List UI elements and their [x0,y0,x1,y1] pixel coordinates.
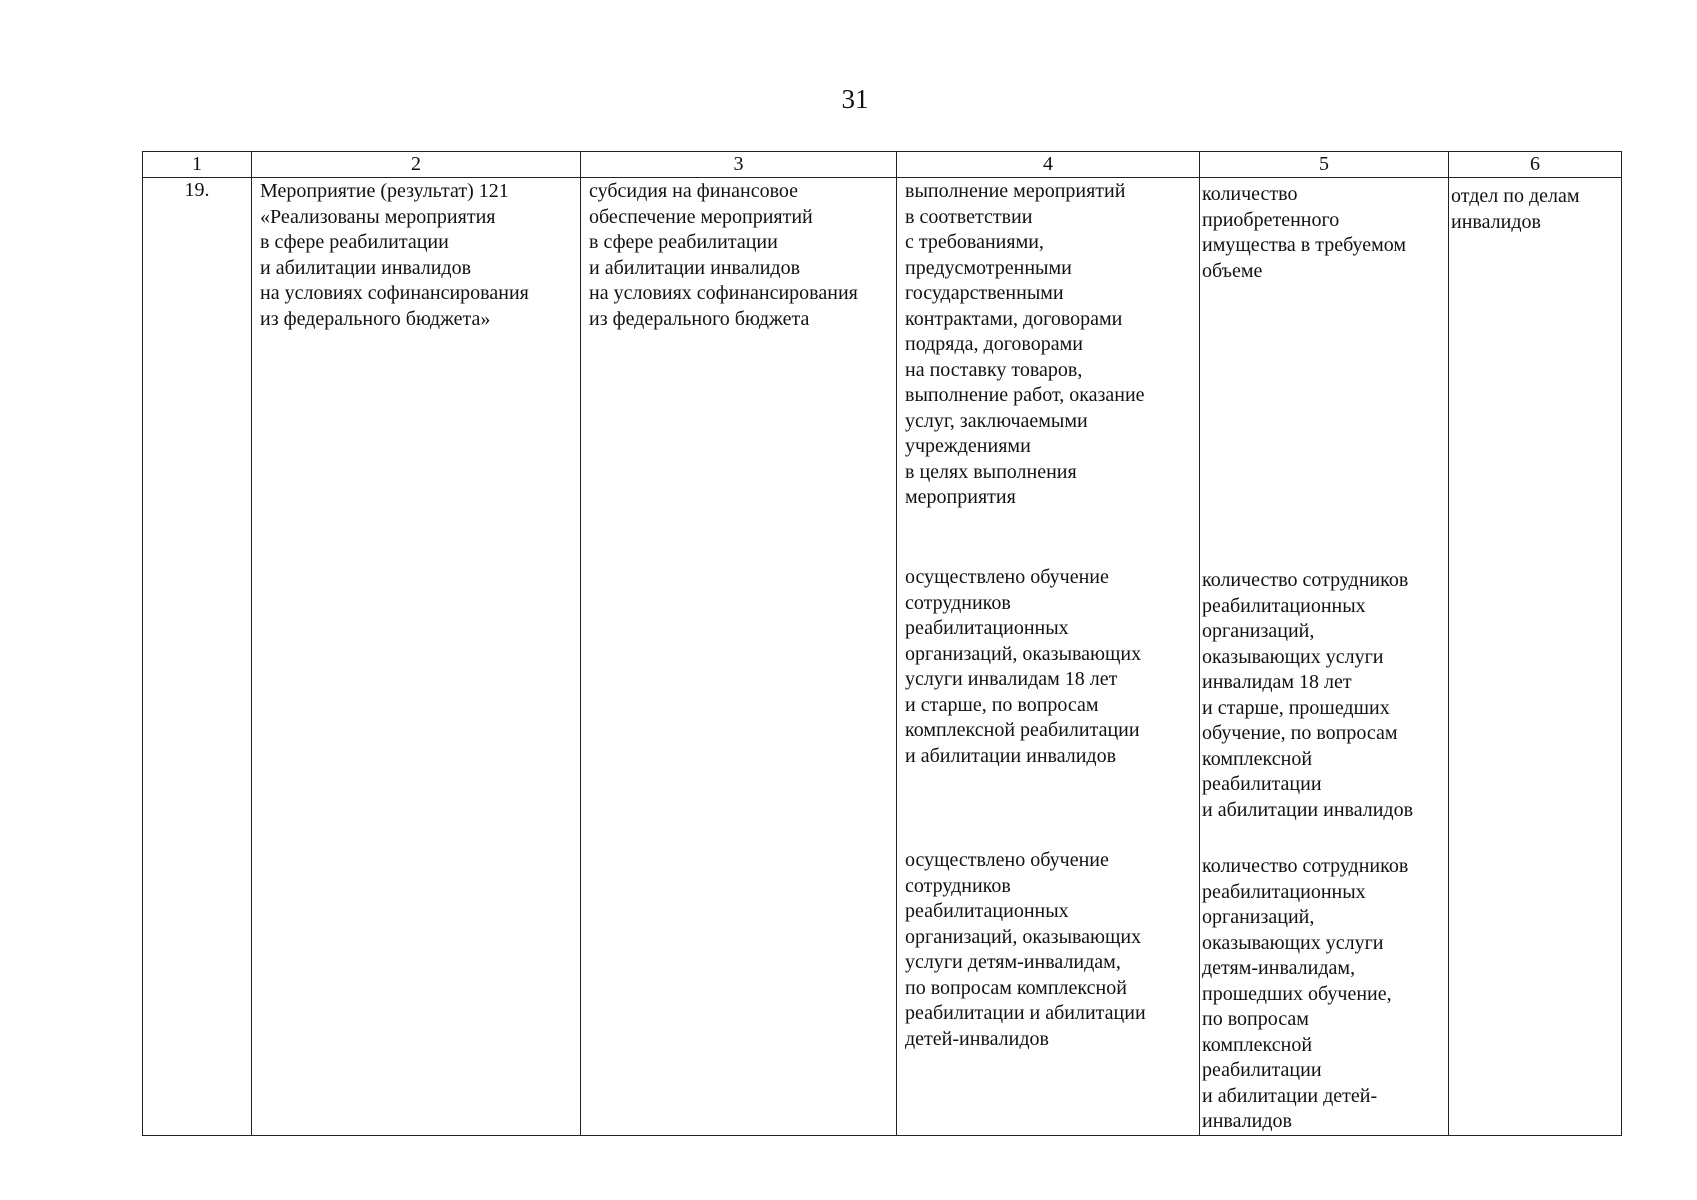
header-col-6: 6 [1449,152,1622,178]
indicator-item-1: количество приобретенного имущества в требуемом объеме [1202,183,1407,282]
result-item-3: осуществлено обучение сотрудников реабилитационных организаций, оказывающих услуги детям-инвалидам, по вопросам комплексной реабилитации и абилитации детей-инвалидов [905,849,1146,1050]
indicator-item-2: количество сотрудников реабилитационных организаций, оказывающих услуги инвалидам 18 лет и старше, прошедших обучение, по вопросам комплексной реабилитации и абилитации инвалидов [1202,569,1414,821]
measure-cell [252,178,581,1136]
result-item-2: осуществлено обучение сотрудников реабилитационных организаций, оказывающих услуги инвалидам 18 лет и старше, по вопросам комплексной реабилитации и абилитации инвалидов [905,566,1142,767]
indicators-cell [1200,178,1449,1136]
results-cell [897,178,1200,1136]
subsidy-description: субсидия на финансовое обеспечение мероприятий в сфере реабилитации и абилитации инвалидов на условиях софинансирования из федерального бюджета [589,180,858,330]
header-col-2: 2 [252,152,581,178]
table-row [143,178,1622,1136]
header-col-4: 4 [897,152,1200,178]
subsidy-cell [581,178,897,1136]
header-col-1: 1 [143,152,252,178]
measures-table [142,151,1622,1136]
header-col-5: 5 [1200,152,1449,178]
responsible-department: отдел по делам инвалидов [1451,185,1580,233]
result-item-1: выполнение мероприятий в соответствии с требованиями, предусмотренными государственными контрактами, договорами подряда, договорами на поставку товаров, выполнение работ, оказание услуг, заключаемыми учреждениями в целях выполнения мероприятия [905,180,1145,508]
indicator-item-3: количество сотрудников реабилитационных организаций, оказывающих услуги детям-инвалидам, прошедших обучение, по вопросам комплексной реабилитации и абилитации детей- инвалидов [1202,855,1409,1132]
measure-name: Мероприятие (результат) 121 «Реализованы мероприятия в сфере реабилитации и абилитации инвалидов на условиях софинансирования из федерального бюджета» [260,180,529,330]
page-number: 31 [841,84,869,114]
header-row [143,152,1622,178]
header-col-3: 3 [581,152,897,178]
row-number: 19. [143,178,252,1136]
responsible-cell [1449,178,1622,1136]
